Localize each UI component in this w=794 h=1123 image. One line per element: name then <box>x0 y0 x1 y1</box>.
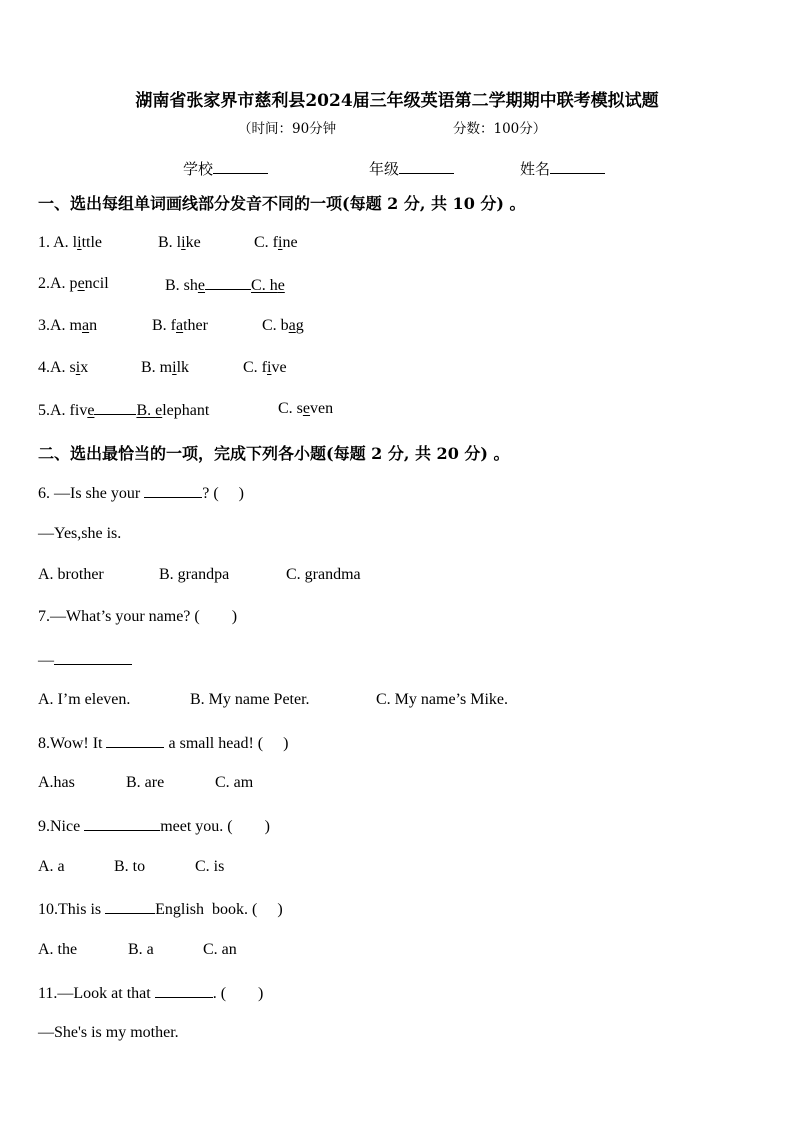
school-label: 学校 <box>183 160 214 178</box>
question-10: 10.This is English book. ( ) <box>38 901 283 918</box>
name-blank <box>550 159 605 174</box>
blank <box>205 275 251 290</box>
section-1-title: 一、选出每组单词画线部分发音不同的一项(每题 2 分, 共 10 分) 。 <box>38 194 526 213</box>
question-1-option-c: C. fine <box>254 234 298 251</box>
question-4-option-b: B. milk <box>141 359 190 376</box>
question-8-option-b: B. are <box>126 774 165 791</box>
question-3-option-c: C. bag <box>262 317 304 334</box>
question-7-reply: — <box>38 650 132 670</box>
question-10-option-a: A. the <box>38 941 78 958</box>
question-6-reply: —Yes,she is. <box>38 525 122 542</box>
question-5-option-c: C. seven <box>278 400 334 417</box>
question-6-option-a: A. brother <box>38 566 104 583</box>
question-5: 5.A. five B. elephant <box>38 402 210 419</box>
answer-blank <box>144 483 202 498</box>
question-9-option-b: B. to <box>114 858 146 875</box>
answer-blank <box>105 899 155 914</box>
school-blank <box>213 159 268 174</box>
page-title: 湖南省张家界市慈利县2024届三年级英语第二学期期中联考模拟试题 <box>135 91 659 111</box>
question-6-option-c: C. grandma <box>286 566 361 583</box>
answer-blank <box>155 983 213 998</box>
question-2: 2.A. pencil <box>38 275 109 292</box>
question-11-reply: —She's is my mother. <box>38 1024 179 1041</box>
name-field <box>520 158 605 179</box>
question-7-option-c: C. My name’s Mike. <box>376 691 508 708</box>
blank <box>94 400 136 415</box>
question-7-option-b: B. My name Peter. <box>190 691 310 708</box>
question-11: 11.—Look at that . ( ) <box>38 985 264 1002</box>
question-3: 3.A. man <box>38 317 98 334</box>
question-10-option-b: B. a <box>128 941 154 958</box>
question-9-option-a: A. a <box>38 858 65 875</box>
name-label: 姓名 <box>520 160 551 178</box>
section-2-title: 二、选出最恰当的一项，完成下列各小题(每题 2 分, 共 20 分) 。 <box>38 444 510 463</box>
question-1-option-b: B. like <box>158 234 201 251</box>
question-8-option-a: A.has <box>38 774 75 791</box>
answer-blank <box>106 733 164 748</box>
question-4-option-c: C. five <box>243 359 287 376</box>
question-9-option-c: C. is <box>195 858 225 875</box>
question-10-option-c: C. an <box>203 941 237 958</box>
grade-label: 年级 <box>369 160 400 178</box>
exam-score: 分数：100分） <box>453 121 547 137</box>
question-4: 4.A. six <box>38 359 89 376</box>
school-field <box>183 158 268 179</box>
exam-time: （时间：90分钟 <box>238 121 337 137</box>
question-8-option-c: C. am <box>215 774 254 791</box>
grade-field <box>369 158 454 179</box>
question-7-option-a: A. I’m eleven. <box>38 691 131 708</box>
question-6: 6. —Is she your ? ( ) <box>38 485 244 502</box>
question-9: 9.Nice meet you. ( ) <box>38 818 270 835</box>
question-6-option-b: B. grandpa <box>159 566 230 583</box>
question-7: 7.—What’s your name? ( ) <box>38 608 238 625</box>
answer-blank <box>54 650 132 665</box>
question-8: 8.Wow! It a small head! ( ) <box>38 735 289 752</box>
answer-blank <box>84 816 160 831</box>
question-3-option-b: B. father <box>152 317 208 334</box>
question-1: 1. A. little <box>38 234 103 251</box>
grade-blank <box>399 159 454 174</box>
question-2-option-b-c: B. she C. he <box>165 277 285 294</box>
